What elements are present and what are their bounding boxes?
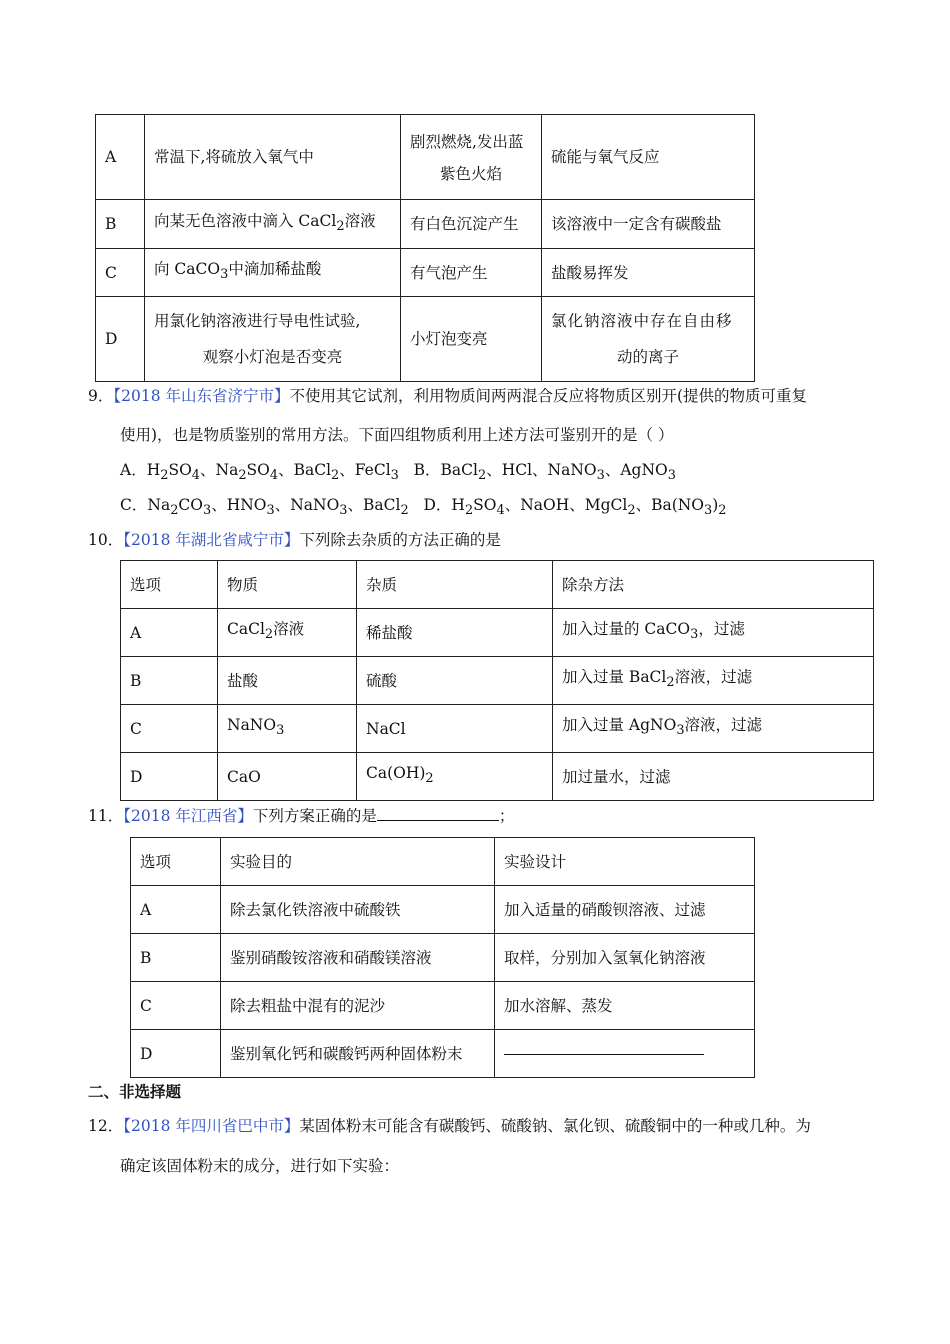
question-12 bbox=[88, 1116, 811, 1136]
option-cell: B bbox=[131, 934, 221, 982]
answer-line[interactable] bbox=[504, 1054, 704, 1055]
question-number: 12． bbox=[88, 1117, 124, 1135]
impurity-cell: NaCl bbox=[357, 705, 553, 753]
question-10 bbox=[88, 530, 501, 550]
method-cell: 加入过量 AgNO$_3$溶液，过滤 bbox=[553, 705, 874, 753]
method-cell: 加过量水，过滤 bbox=[553, 753, 874, 801]
phenomenon-cell bbox=[401, 115, 542, 200]
experiment-table-q8 bbox=[95, 114, 755, 382]
option-a-label: A． bbox=[120, 461, 147, 479]
table-row bbox=[131, 1030, 755, 1078]
question-source: 【2018 年江西省】 bbox=[123, 807, 253, 825]
substance-cell: NaNO$_3$ bbox=[218, 705, 357, 753]
question-9-options-cd: C．$Na_2CO_3$、$HNO_3$、NaNO$_3$、BaCl$_2$ D．$H_2SO_4$、NaOH、MgCl$_2$、$Ba(NO_3)_2$ bbox=[120, 496, 727, 519]
conclusion-line1: 氯化钠溶液中存在自由移 bbox=[551, 312, 733, 330]
phenomenon-line2: 紫色火焰 bbox=[439, 165, 502, 183]
phenomenon-cell: 小灯泡变亮 bbox=[401, 297, 542, 382]
operation-line2: 观察小灯泡是否变亮 bbox=[202, 348, 343, 366]
operation-cell: 向 CaCO$_3$中滴加稀盐酸 bbox=[145, 249, 401, 297]
design-cell: 加入适量的硝酸钡溶液、过滤 bbox=[495, 886, 755, 934]
question-9-options-ab: A．$H_2SO_4$、$Na_2SO_4$、BaCl$_2$、FeCl$_3$ B．BaCl$_2$、HCl、NaNO$_3$、AgNO$_3$ bbox=[120, 461, 676, 484]
answer-blank[interactable] bbox=[377, 806, 499, 821]
table-row bbox=[121, 609, 874, 657]
table-row bbox=[96, 200, 755, 249]
question-number: 10． bbox=[88, 531, 124, 549]
phenomenon-cell: 有白色沉淀产生 bbox=[401, 200, 542, 249]
conclusion-cell: 硫能与氧气反应 bbox=[542, 115, 755, 200]
question-text: 下列方案正确的是 bbox=[252, 807, 377, 825]
option-cell: C bbox=[121, 705, 218, 753]
option-b-label: B． bbox=[413, 461, 441, 479]
question-12-continuation: 确定该固体粉末的成分，进行如下实验： bbox=[120, 1157, 400, 1175]
conclusion-cell: 该溶液中一定含有碳酸盐 bbox=[542, 200, 755, 249]
design-cell[interactable] bbox=[495, 1030, 755, 1078]
table-header-row bbox=[131, 838, 755, 886]
header-cell: 除杂方法 bbox=[553, 561, 874, 609]
option-cell: D bbox=[131, 1030, 221, 1078]
header-cell: 选项 bbox=[121, 561, 218, 609]
method-cell: 加入过量 BaCl$_2$溶液，过滤 bbox=[553, 657, 874, 705]
table-row bbox=[131, 886, 755, 934]
option-cell: A bbox=[131, 886, 221, 934]
table-row bbox=[131, 982, 755, 1030]
method-cell: 加入过量的 CaCO$_3$，过滤 bbox=[553, 609, 874, 657]
option-cell: A bbox=[96, 115, 145, 200]
goal-cell: 除去氯化铁溶液中硫酸铁 bbox=[221, 886, 495, 934]
table-row bbox=[131, 934, 755, 982]
operation-cell: 向某无色溶液中滴入 CaCl$_2$溶液 bbox=[145, 200, 401, 249]
table-row bbox=[121, 657, 874, 705]
substance-cell: CaCl$_2$溶液 bbox=[218, 609, 357, 657]
question-source: 【2018 年山东省济宁市】 bbox=[113, 387, 290, 405]
impurity-cell: 稀盐酸 bbox=[357, 609, 553, 657]
impurity-cell: $Ca(OH)_2$ bbox=[357, 753, 553, 801]
operation-cell: 常温下,将硫放入氧气中 bbox=[145, 115, 401, 200]
impurity-cell: 硫酸 bbox=[357, 657, 553, 705]
question-9 bbox=[88, 386, 807, 406]
header-cell: 杂质 bbox=[357, 561, 553, 609]
table-row bbox=[96, 249, 755, 297]
question-text: 下列除去杂质的方法正确的是 bbox=[299, 531, 501, 549]
option-cell: D bbox=[96, 297, 145, 382]
section-title: 二、非选择题 bbox=[88, 1082, 182, 1101]
option-cell: C bbox=[131, 982, 221, 1030]
table-row bbox=[96, 115, 755, 200]
question-11: 11．【2018 年江西省】下列方案正确的是 ； bbox=[88, 807, 515, 825]
option-cell: C bbox=[96, 249, 145, 297]
option-c-label: C． bbox=[120, 496, 148, 514]
header-cell: 实验设计 bbox=[495, 838, 755, 886]
question-source: 【2018 年湖北省咸宁市】 bbox=[123, 531, 300, 549]
option-d-label: D． bbox=[423, 496, 452, 514]
conclusion-cell bbox=[542, 297, 755, 382]
question-source: 【2018 年四川省巴中市】 bbox=[123, 1117, 300, 1135]
question-text: 某固体粉末可能含有碳酸钙、硫酸钠、氯化钡、硫酸铜中的一种或几种。为 bbox=[299, 1117, 811, 1135]
design-cell: 加水溶解、蒸发 bbox=[495, 982, 755, 1030]
option-cell: A bbox=[121, 609, 218, 657]
phenomenon-line1: 剧烈燃烧,发出蓝 bbox=[410, 133, 524, 151]
phenomenon-cell: 有气泡产生 bbox=[401, 249, 542, 297]
impurity-table-q10 bbox=[120, 560, 874, 801]
operation-cell bbox=[145, 297, 401, 382]
table-row bbox=[121, 753, 874, 801]
table-row bbox=[96, 297, 755, 382]
design-cell: 取样，分别加入氢氧化钠溶液 bbox=[495, 934, 755, 982]
operation-line1: 用氯化钠溶液进行导电性试验, bbox=[154, 312, 361, 330]
header-cell: 实验目的 bbox=[221, 838, 495, 886]
substance-cell: 盐酸 bbox=[218, 657, 357, 705]
header-cell: 物质 bbox=[218, 561, 357, 609]
question-9-continuation: 使用)，也是物质鉴别的常用方法。下面四组物质利用上述方法可鉴别开的是（ ） bbox=[120, 426, 674, 444]
goal-cell: 除去粗盐中混有的泥沙 bbox=[221, 982, 495, 1030]
conclusion-cell: 盐酸易挥发 bbox=[542, 249, 755, 297]
table-row bbox=[121, 705, 874, 753]
conclusion-line2: 动的离子 bbox=[616, 348, 679, 366]
experiment-table-q11 bbox=[130, 837, 755, 1078]
question-number: 11． bbox=[88, 807, 124, 825]
table-header-row bbox=[121, 561, 874, 609]
option-cell: B bbox=[96, 200, 145, 249]
header-cell: 选项 bbox=[131, 838, 221, 886]
option-cell: B bbox=[121, 657, 218, 705]
question-number: 9． bbox=[88, 387, 114, 405]
goal-cell: 鉴别硝酸铵溶液和硝酸镁溶液 bbox=[221, 934, 495, 982]
substance-cell: CaO bbox=[218, 753, 357, 801]
option-cell: D bbox=[121, 753, 218, 801]
goal-cell: 鉴别氧化钙和碳酸钙两种固体粉末 bbox=[221, 1030, 495, 1078]
question-text: 不使用其它试剂，利用物质间两两混合反应将物质区别开(提供的物质可重复 bbox=[289, 387, 808, 405]
